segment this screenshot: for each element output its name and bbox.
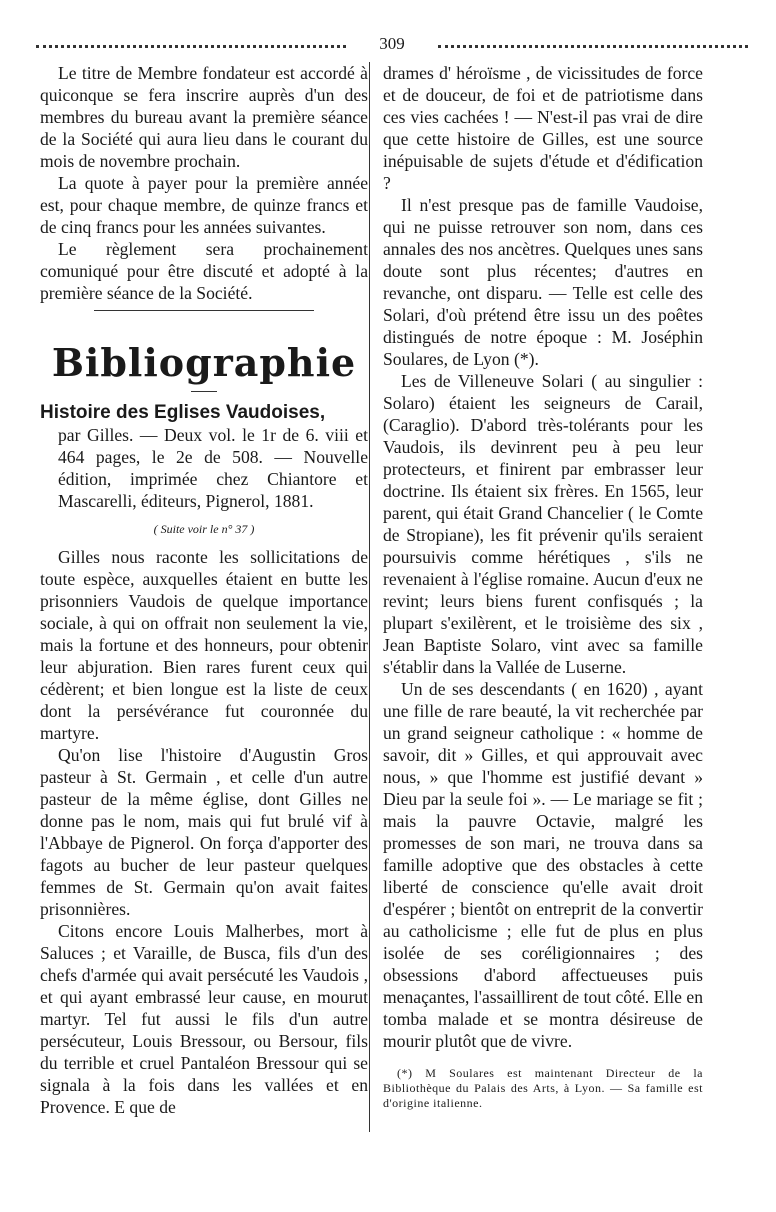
continuation-note: ( Suite voir le n° 37 ) bbox=[153, 522, 255, 536]
footnote: (*) M Soulares est maintenant Directeur de la Bibliothèque du Palais des Arts, à Lyon. — Sa famille est d'origine italienne. bbox=[383, 1066, 703, 1110]
body-paragraph: drames d' héroïsme , de vicissitudes de force et de douceur, de foi et de patriotisme dans ces vies cachées ! — N'est-il pas vrai de dire que cette histoire de Gilles, est une source inépuisable de sujets d'étude et d'édification ? bbox=[383, 63, 703, 193]
body-paragraph: Qu'on lise l'histoire d'Augustin Gros pasteur à St. Germain , et celle d'un autre pasteur de la même église, dont Gilles ne donne pas le nom, mais qui fut brulé vif à l'Abbaye de Pignerol. On força d'apporter des fagots au bucher de leur pasteur quelques femmes de St. Germain qu'on avait faites prisonnières. bbox=[40, 745, 368, 919]
title-dash bbox=[191, 391, 217, 392]
left-column bbox=[40, 62, 368, 1118]
page-number: 309 bbox=[379, 34, 405, 53]
body-paragraph: Un de ses descendants ( en 1620) , ayant une fille de rare beauté, la vit recherchée par un grand seigneur catholique : « homme de savoir, dit » Gilles, et qui approuvait avec nous, » que l'homme est justifié devant » Dieu par la seule foi ». — Le mariage se fit ; mais la pauvre Octavie, malgré les promesses de son mari, ne trouva dans sa famille adoptive que des obstacles à cette liberté de conscience qu'elle avait droit d'espérer ; bientôt on entreprit de la convertir au catholicisme ; elle fut de plus en plus isolée de ses coréligionnaires ; des obsessions d'abord affectueuses puis menaçantes, l'assaillirent de tout côté. Elle en tomba malade et se montra désireuse de mourir plutôt que de vivre. bbox=[383, 679, 703, 1051]
section-divider bbox=[94, 310, 314, 311]
book-info: par Gilles. — Deux vol. le 1r de 6. viii et 464 pages, le 2e de 508. — Nouvelle édition, imprimée chez Chiantore et Mascarelli, éditeurs, Pignerol, 1881. bbox=[58, 425, 368, 511]
body-paragraph: Il n'est presque pas de famille Vaudoise, qui ne puisse retrouver son nom, dans ces annales des nos ancètres. Quelques unes sans doute sont plus récentes; d'autres en revanche, ont disparu. — Telle est celle des Solari, d'où prétend être issu un des poêtes distingués de notre époque : M. Joséphin Soulares, de Lyon (*). bbox=[383, 195, 703, 369]
header-rule-right bbox=[438, 45, 748, 48]
fee-paragraph: La quote à payer pour la première année est, pour chaque membre, de quinze francs et de cinq francs pour les années suivantes. bbox=[40, 173, 368, 237]
body-paragraph: Les de Villeneuve Solari ( au singulier : Solaro) étaient les seigneurs de Carail, (Caraglio). D'abord très-tolérants pour les Vaudois, ils devinrent peu à peu leur protecteurs, et finirent par embrasser leur doctrine. Ils étaient six frères. En 1565, leur parent, qui était Grand Chancelier ( le Comte de Stropiane), les fit prévenir qu'ils seraient poursuivis comme hérétiques , s'ils ne revenaient à l'église romaine. Aucun d'eux ne revint; leurs biens furent confisqués ; la plupart s'exilèrent, et le troisième des six , Jean Baptiste Solaro, vint avec sa famille s'établir dans la Vallée de Luserne. bbox=[383, 371, 703, 677]
column-divider bbox=[369, 62, 370, 1132]
membership-paragraph: Le titre de Membre fondateur est accordé à quiconque se fera inscrire auprès d'un des membres du bureau avant la première séance de la Société qui aura lieu dans le courant du mois de novembre prochain. bbox=[40, 63, 368, 171]
body-paragraph: Gilles nous raconte les sollicitations de toute espèce, auxquelles étaient en butte les prisonniers Vaudois de quelque importance sociale, à qui on offrait non seulement la vie, mais la fortune et des honneurs, pour obtenir leur abjuration. Bien rares furent ceux qui cédèrent; et bien longue est la liste de ceux dont la persévérance fut couronnée du martyre. bbox=[40, 547, 368, 743]
right-column bbox=[383, 62, 703, 1111]
section-title: Bibliographie bbox=[51, 340, 357, 385]
body-paragraph: Citons encore Louis Malherbes, mort à Saluces ; et Varaille, de Busca, fils d'un des chefs d'armée qui avait persécuté les Vaudois , et qui ayant embrassé leur cause, en mourut martyr. Tel fut aussi le fils d'un autre persécuteur, Louis Bressour, ou Bersour, fils du terrible et cruel Pantaléon Bressour qui se signala à la fois dans les vallées et en Provence. E que de bbox=[40, 921, 368, 1117]
page-header bbox=[36, 34, 748, 56]
book-title: Histoire des Eglises Vaudoises, bbox=[40, 402, 326, 423]
regulation-paragraph: Le règlement sera prochainement comuniqué pour être discuté et adopté à la première séance de la Société. bbox=[40, 239, 368, 303]
header-rule-left bbox=[36, 45, 346, 48]
